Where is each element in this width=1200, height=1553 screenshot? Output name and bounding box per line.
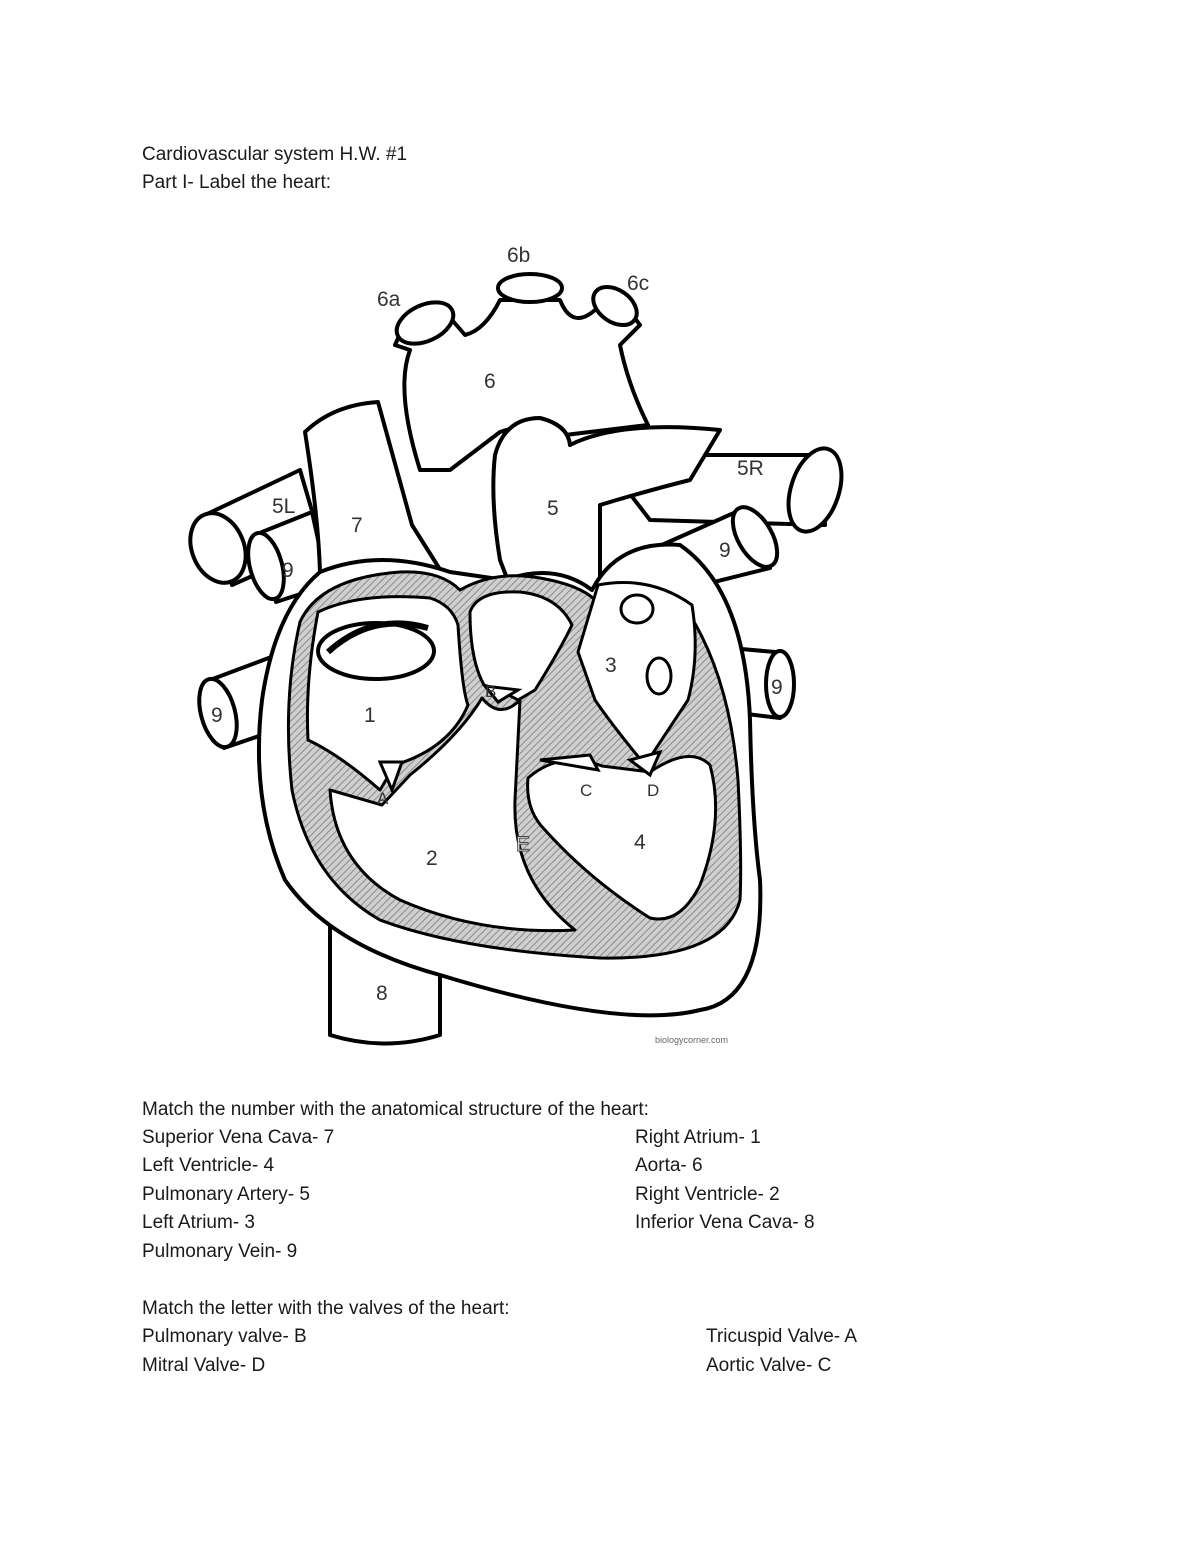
label-6b: 6b [507,244,531,267]
label-9-lower-right: 9 [771,676,783,699]
label-B: B [485,682,497,701]
vena-cava-opening [318,623,434,679]
structure-right-3: Right Ventricle- 2 [635,1184,780,1205]
valve-right-1: Tricuspid Valve- A [706,1326,857,1347]
label-9-upper-left: 9 [282,559,294,582]
valve-left-1: Pulmonary valve- B [142,1326,307,1347]
valve-left-2: Mitral Valve- D [142,1355,266,1376]
label-9-lower-left: 9 [211,704,223,727]
diagram-credit: biologycorner.com [655,1035,729,1045]
valve-right-2: Aortic Valve- C [706,1355,832,1376]
structure-left-4: Left Atrium- 3 [142,1212,255,1233]
pulmonary-vein-opening-2 [647,658,671,694]
label-E: E [516,833,531,856]
label-1: 1 [364,704,376,727]
label-C: C [580,781,593,800]
pulmonary-vein-opening-1 [621,595,653,623]
heart-diagram [180,230,860,1060]
structure-left-2: Left Ventricle- 4 [142,1155,275,1176]
part-instruction: Part I- Label the heart: [142,172,332,193]
label-5L: 5L [272,495,296,518]
structure-left-3: Pulmonary Artery- 5 [142,1184,310,1205]
structure-right-4: Inferior Vena Cava- 8 [635,1212,815,1233]
structure-left-1: Superior Vena Cava- 7 [142,1127,335,1148]
page-title: Cardiovascular system H.W. #1 [142,144,408,165]
structure-right-1: Right Atrium- 1 [635,1127,761,1148]
label-6: 6 [484,370,496,393]
label-7: 7 [351,514,363,537]
label-4: 4 [634,831,646,854]
valves-prompt: Match the letter with the valves of the heart: [142,1298,510,1319]
label-D: D [647,781,660,800]
label-6c: 6c [627,272,650,295]
label-8: 8 [376,982,388,1005]
structures-prompt: Match the number with the anatomical structure of the heart: [142,1099,649,1120]
structure-left-5: Pulmonary Vein- 9 [142,1241,298,1262]
label-2: 2 [426,847,438,870]
label-5R: 5R [737,457,764,480]
label-5: 5 [547,497,559,520]
label-9-upper-right: 9 [719,539,731,562]
label-6a: 6a [377,288,401,311]
label-3: 3 [605,654,617,677]
structure-right-2: Aorta- 6 [635,1155,703,1176]
label-A: A [377,789,389,808]
